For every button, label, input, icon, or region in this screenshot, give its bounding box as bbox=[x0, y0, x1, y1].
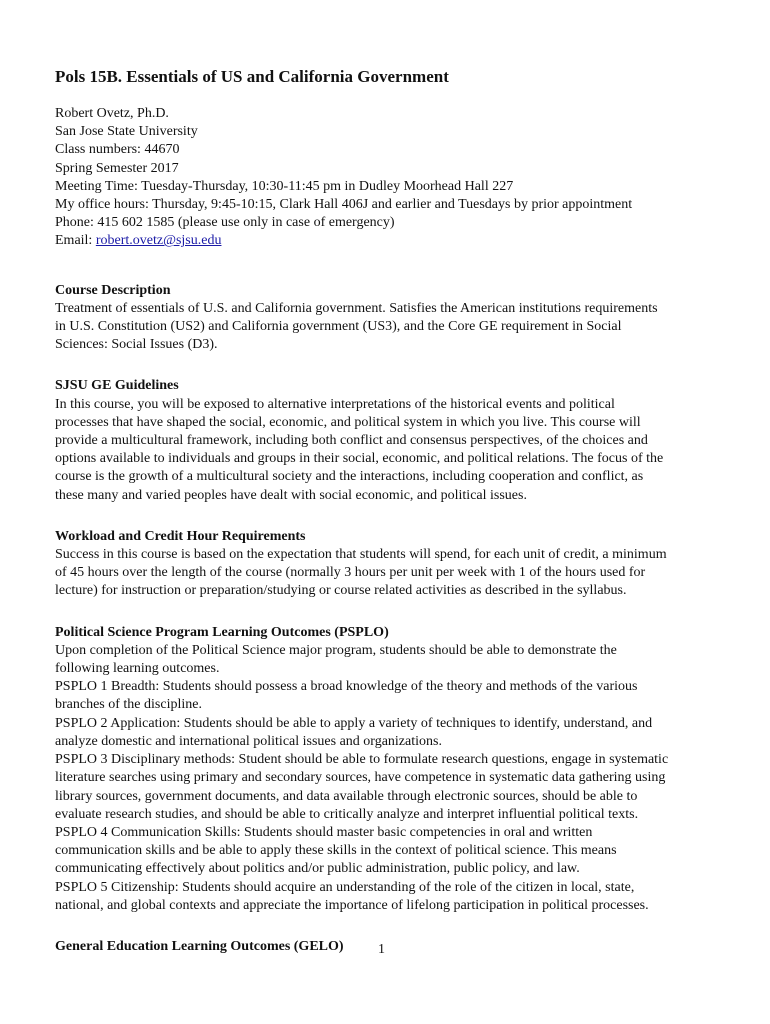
paragraph-line: Sciences: Social Issues (D3). bbox=[55, 337, 218, 353]
class-numbers: Class numbers: 44670 bbox=[55, 142, 180, 158]
section-heading: Workload and Credit Hour Requirements bbox=[55, 528, 306, 544]
paragraph-line: national, and global contexts and appreciate the importance of lifelong participation in political processes. bbox=[55, 897, 649, 913]
meeting-time: Meeting Time: Tuesday-Thursday, 10:30-11:45 pm in Dudley Moorhead Hall 227 bbox=[55, 178, 514, 194]
office-hours: My office hours: Thursday, 9:45-10:15, Clark Hall 406J and earlier and Tuesdays by prior appointment bbox=[55, 197, 633, 213]
semester: Spring Semester 2017 bbox=[55, 160, 179, 176]
paragraph-line: following learning outcomes. bbox=[55, 661, 220, 677]
paragraph-line: Treatment of essentials of U.S. and California government. Satisfies the American institutions requirements bbox=[55, 300, 658, 316]
paragraph-line: PSPLO 2 Application: Students should be able to apply a variety of techniques to identify, understand, and bbox=[55, 715, 653, 731]
phone: Phone: 415 602 1585 (please use only in case of emergency) bbox=[55, 215, 395, 231]
paragraph-line: evaluate research studies, and should be able to critically analyze and interpret influential political texts. bbox=[55, 806, 639, 822]
email-link[interactable]: robert.ovetz@sjsu.edu bbox=[95, 233, 222, 249]
section-ge-guidelines bbox=[55, 377, 715, 504]
paragraph-line: in U.S. Constitution (US2) and California government (US3), and the Core GE requirement in Social bbox=[55, 319, 622, 335]
paragraph-line: Success in this course is based on the expectation that students will spend, for each unit of credit, a minimum bbox=[55, 547, 667, 563]
document-body bbox=[55, 66, 715, 956]
section-heading: Course Description bbox=[55, 282, 171, 298]
paragraph-line: library sources, government documents, and data available through electronic sources, should be able to bbox=[55, 788, 638, 804]
section-psplo bbox=[55, 624, 715, 915]
university-name: San Jose State University bbox=[55, 124, 198, 140]
paragraph-line: PSPLO 4 Communication Skills: Students should master basic competencies in oral and written bbox=[55, 824, 593, 840]
section-heading: General Education Learning Outcomes (GELO) bbox=[55, 938, 344, 954]
paragraph-line: In this course, you will be exposed to alternative interpretations of the historical events and political bbox=[55, 396, 615, 412]
header-block bbox=[55, 105, 715, 251]
paragraph-line: communication skills and be able to apply these skills in the context of political science. This means bbox=[55, 843, 617, 859]
paragraph-line: processes that have shaped the social, economic, and political system in which you live. This course will bbox=[55, 414, 641, 430]
paragraph-line: course is the growth of a multicultural society and the interactions, including cooperation and conflict, as bbox=[55, 469, 644, 485]
paragraph-line: literature searches using primary and secondary sources, have competence in systematic data gathering using bbox=[55, 770, 666, 786]
section-heading: SJSU GE Guidelines bbox=[55, 378, 179, 394]
section-course-description bbox=[55, 282, 715, 355]
paragraph-line: of 45 hours over the length of the course (normally 3 hours per unit per week with 1 of the hours used for bbox=[55, 565, 646, 581]
section-gelo bbox=[55, 938, 715, 956]
paragraph-line: communicating effectively about politics and/or public administration, public policy, and law. bbox=[55, 861, 580, 877]
instructor-name: Robert Ovetz, Ph.D. bbox=[55, 106, 169, 121]
paragraph-line: PSPLO 3 Disciplinary methods: Student should be able to formulate research questions, engage in systematic bbox=[55, 752, 669, 768]
paragraph-line: PSPLO 1 Breadth: Students should possess a broad knowledge of the theory and methods of the various bbox=[55, 679, 638, 695]
paragraph-line: lecture) for instruction or preparation/studying or course related activities as described in the syllabus. bbox=[55, 583, 627, 599]
page-number: 1 bbox=[378, 942, 385, 957]
section-workload bbox=[55, 528, 715, 601]
paragraph-line: Upon completion of the Political Science major program, students should be able to demonstrate the bbox=[55, 642, 617, 658]
section-heading: Political Science Program Learning Outcomes (PSPLO) bbox=[55, 624, 389, 640]
paragraph-line: branches of the discipline. bbox=[55, 697, 202, 713]
email-label: Email: bbox=[55, 233, 96, 249]
paragraph-line: these many and varied peoples have dealt with social economic, and political issues. bbox=[55, 487, 527, 503]
paragraph-line: PSPLO 5 Citizenship: Students should acquire an understanding of the role of the citizen in local, state, bbox=[55, 879, 635, 895]
paragraph-line: options available to individuals and groups in their social, economic, and political relations. The focus of the bbox=[55, 451, 664, 467]
paragraph-line: analyze domestic and international political issues and organizations. bbox=[55, 733, 442, 749]
paragraph-line: provide a multicultural framework, including both conflict and consensus perspectives, of the choices and bbox=[55, 433, 648, 449]
document-title: Pols 15B. Essentials of US and California Government bbox=[55, 67, 449, 86]
email-line bbox=[55, 232, 715, 250]
